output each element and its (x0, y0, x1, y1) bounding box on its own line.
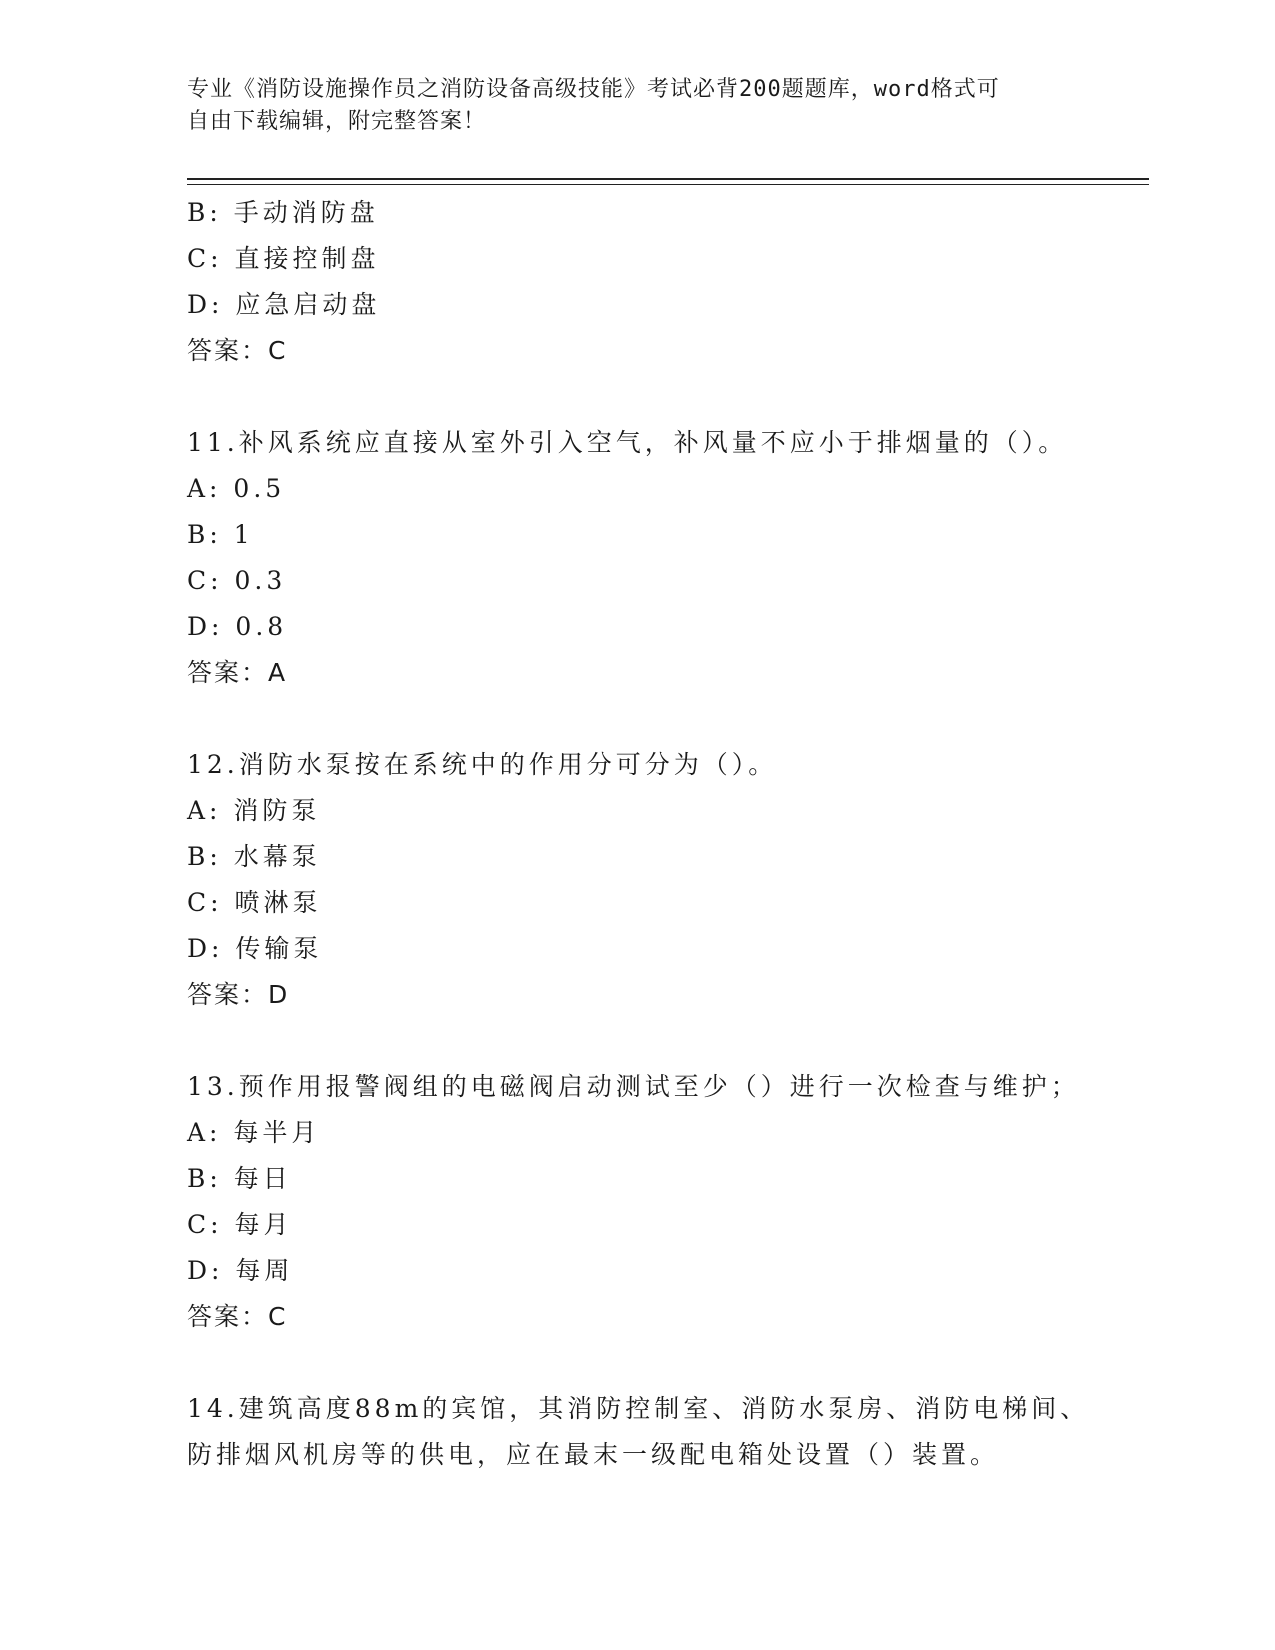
question-11 (187, 420, 1149, 696)
option-a: A: 每半月 (187, 1118, 321, 1147)
spacer (187, 696, 1149, 742)
option-b: B: 每日 (187, 1164, 292, 1193)
question-10-continued (187, 190, 1149, 374)
answer: 答案：D (187, 980, 290, 1009)
option-d: D: 每周 (187, 1256, 294, 1285)
document-header (187, 74, 1087, 138)
option-d: D: 应急启动盘 (187, 290, 381, 319)
option-b: B: 手动消防盘 (187, 198, 379, 227)
header-divider-thick (187, 178, 1149, 180)
spacer (187, 374, 1149, 420)
option-a: A: 消防泵 (187, 796, 321, 825)
header-divider-thin (187, 184, 1149, 185)
question-stem-line-2: 防排烟风机房等的供电，应在最末一级配电箱处设置（）装置。 (187, 1440, 1000, 1469)
answer: 答案：C (187, 336, 288, 365)
question-stem: 13.预作用报警阀组的电磁阀启动测试至少（）进行一次检查与维护； (187, 1072, 1080, 1101)
header-line-2: 自由下载编辑，附完整答案！ (187, 109, 487, 134)
option-a: A: 0.5 (187, 474, 286, 503)
question-14 (187, 1386, 1149, 1478)
question-stem: 12.消防水泵按在系统中的作用分可分为（）。 (187, 750, 778, 779)
question-stem: 11.补风系统应直接从室外引入空气，补风量不应小于排烟量的（）。 (187, 428, 1068, 457)
question-stem-line-1: 14.建筑高度88m的宾馆，其消防控制室、消防水泵房、消防电梯间、 (187, 1394, 1090, 1423)
option-b: B: 水幕泵 (187, 842, 321, 871)
question-12 (187, 742, 1149, 1018)
option-c: C: 0.3 (187, 566, 287, 595)
header-line-1: 专业《消防设施操作员之消防设备高级技能》考试必背200题题库，word格式可 (187, 77, 1000, 102)
option-b: B: 1 (187, 520, 254, 549)
spacer (187, 1340, 1149, 1386)
option-c: C: 直接控制盘 (187, 244, 380, 273)
question-list (187, 190, 1149, 1478)
question-13 (187, 1064, 1149, 1340)
option-c: C: 喷淋泵 (187, 888, 322, 917)
answer: 答案：A (187, 658, 288, 687)
answer: 答案：C (187, 1302, 288, 1331)
option-d: D: 传输泵 (187, 934, 323, 963)
option-c: C: 每月 (187, 1210, 293, 1239)
option-d: D: 0.8 (187, 612, 288, 641)
spacer (187, 1018, 1149, 1064)
